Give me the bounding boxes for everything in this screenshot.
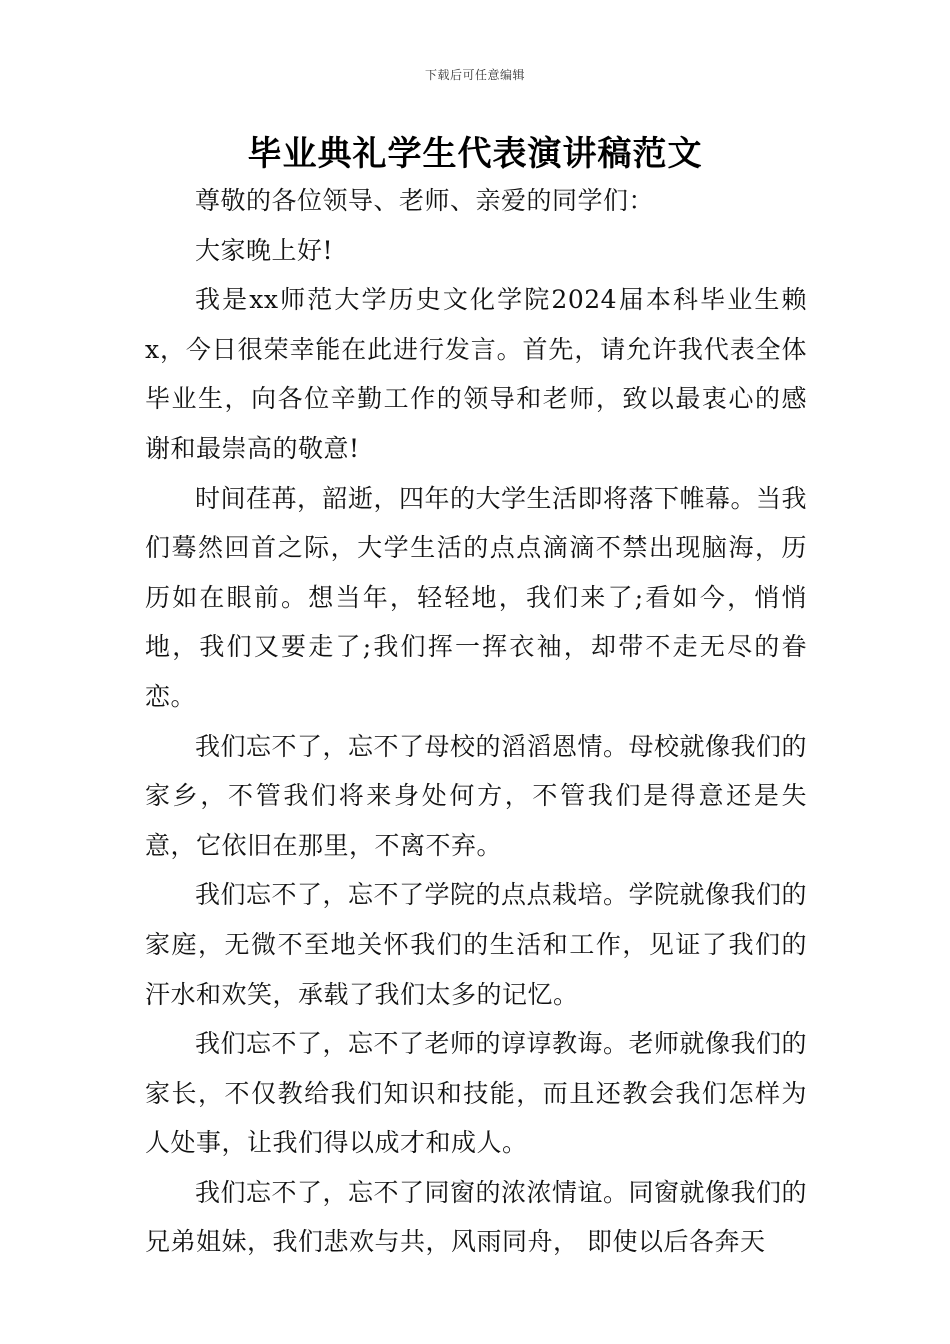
body-paragraph: 我是xx师范大学历史文化学院2024届本科毕业生赖x，今日很荣幸能在此进行发言。首先，请允许我代表全体毕业生，向各位辛勤工作的领导和老师，致以最衷心的感谢和最崇高的敬意! — [145, 285, 807, 463]
body-paragraph: 我们忘不了，忘不了老师的谆谆教诲。老师就像我们的家长，不仅教给我们知识和技能，而且还教会我们怎样为人处事，让我们得以成才和成人。 — [145, 1029, 808, 1158]
document-title: 毕业典礼学生代表演讲稿范文 — [247, 134, 703, 174]
body-paragraph: 我们忘不了，忘不了学院的点点栽培。学院就像我们的家庭，无微不至地关怀我们的生活和工作，见证了我们的汗水和欢笑，承载了我们太多的记忆。 — [145, 880, 808, 1009]
body-paragraph: 时间荏苒，韶逝，四年的大学生活即将落下帷幕。当我们蓦然回首之际，大学生活的点点滴滴不禁出现脑海，历历如在眼前。想当年，轻轻地，我们来了;看如今，悄悄地，我们又要走了;我们挥一挥衣袖，却带不走无尽的眷恋。 — [145, 483, 808, 711]
greeting: 大家晚上好! — [195, 235, 334, 265]
document-body — [145, 176, 807, 1267]
body-paragraph: 我们忘不了，忘不了母校的滔滔恩情。母校就像我们的家乡，不管我们将来身处何方，不管我们是得意还是失意，它依旧在那里，不离不弃。 — [145, 731, 808, 860]
header-note: 下载后可任意编辑 — [424, 68, 525, 82]
salutation: 尊敬的各位领导、老师、亲爱的同学们： — [195, 186, 655, 215]
body-paragraph: 我们忘不了，忘不了同窗的浓浓情谊。同窗就像我们的兄弟姐妹，我们悲欢与共，风雨同舟， 即使以后各奔天 — [145, 1177, 808, 1257]
